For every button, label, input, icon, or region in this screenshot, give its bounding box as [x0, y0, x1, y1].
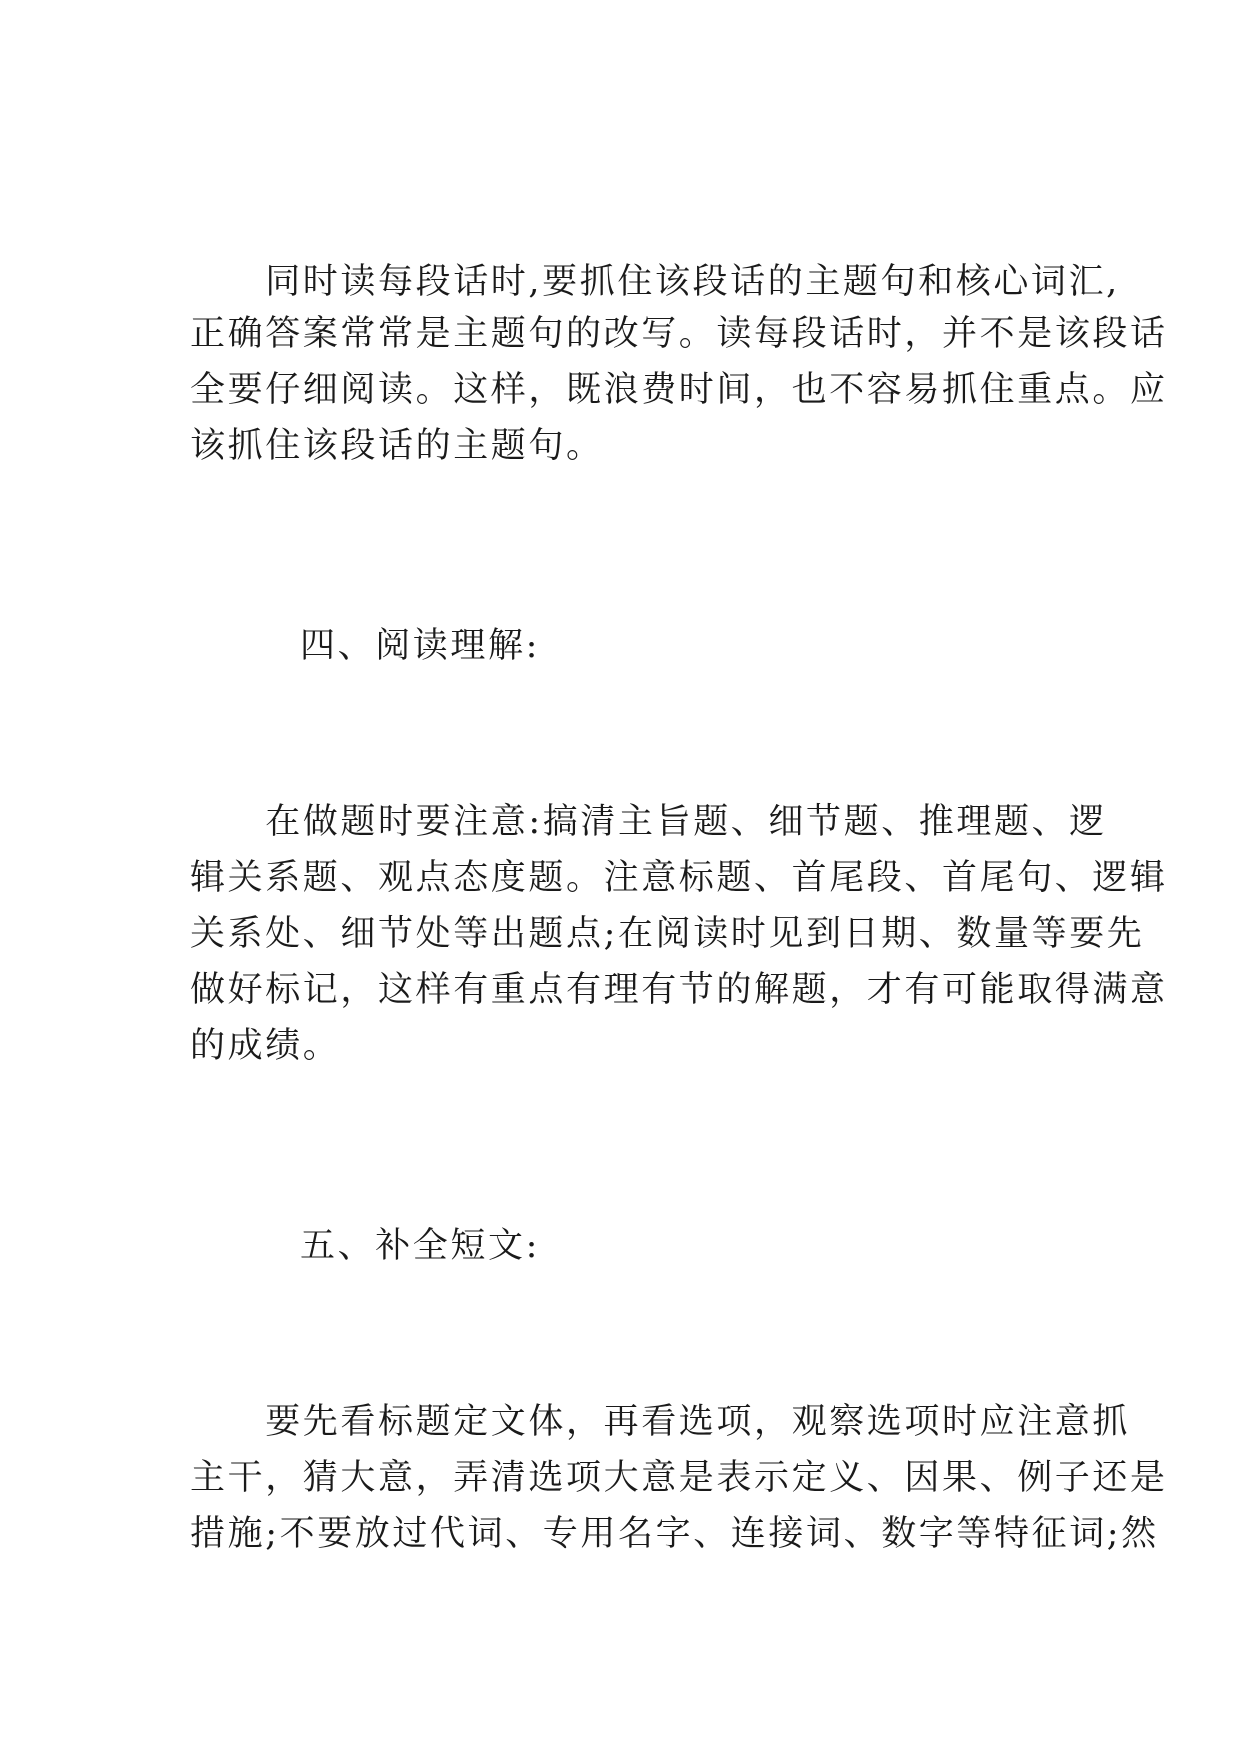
paragraph-line: 措施;不要放过代词、专用名字、连接词、数字等特征词;然 — [190, 1514, 1159, 1554]
section-heading-reading-comprehension: 四、阅读理解: — [300, 626, 540, 666]
paragraph-line: 的成绩。 — [190, 1026, 341, 1066]
section-heading-passage-completion: 五、补全短文: — [300, 1226, 540, 1266]
paragraph-line: 全要仔细阅读。这样，既浪费时间，也不容易抓住重点。应 — [190, 370, 1168, 410]
paragraph-line: 主干，猜大意，弄清选项大意是表示定义、因果、例子还是 — [190, 1458, 1168, 1498]
paragraph-line: 做好标记，这样有重点有理有节的解题，才有可能取得满意 — [190, 970, 1168, 1010]
paragraph-line: 正确答案常常是主题句的改写。读每段话时，并不是该段话 — [190, 314, 1168, 354]
paragraph-line: 同时读每段话时,要抓住该段话的主题句和核心词汇, — [190, 262, 1120, 302]
paragraph-line: 关系处、细节处等出题点;在阅读时见到日期、数量等要先 — [190, 914, 1145, 954]
paragraph-line: 要先看标题定文体，再看选项，观察选项时应注意抓 — [190, 1402, 1131, 1442]
paragraph-line: 在做题时要注意:搞清主旨题、细节题、推理题、逻 — [190, 802, 1107, 842]
paragraph-line: 该抓住该段话的主题句。 — [190, 426, 604, 466]
paragraph-line: 辑关系题、观点态度题。注意标题、首尾段、首尾句、逻辑 — [190, 858, 1168, 898]
